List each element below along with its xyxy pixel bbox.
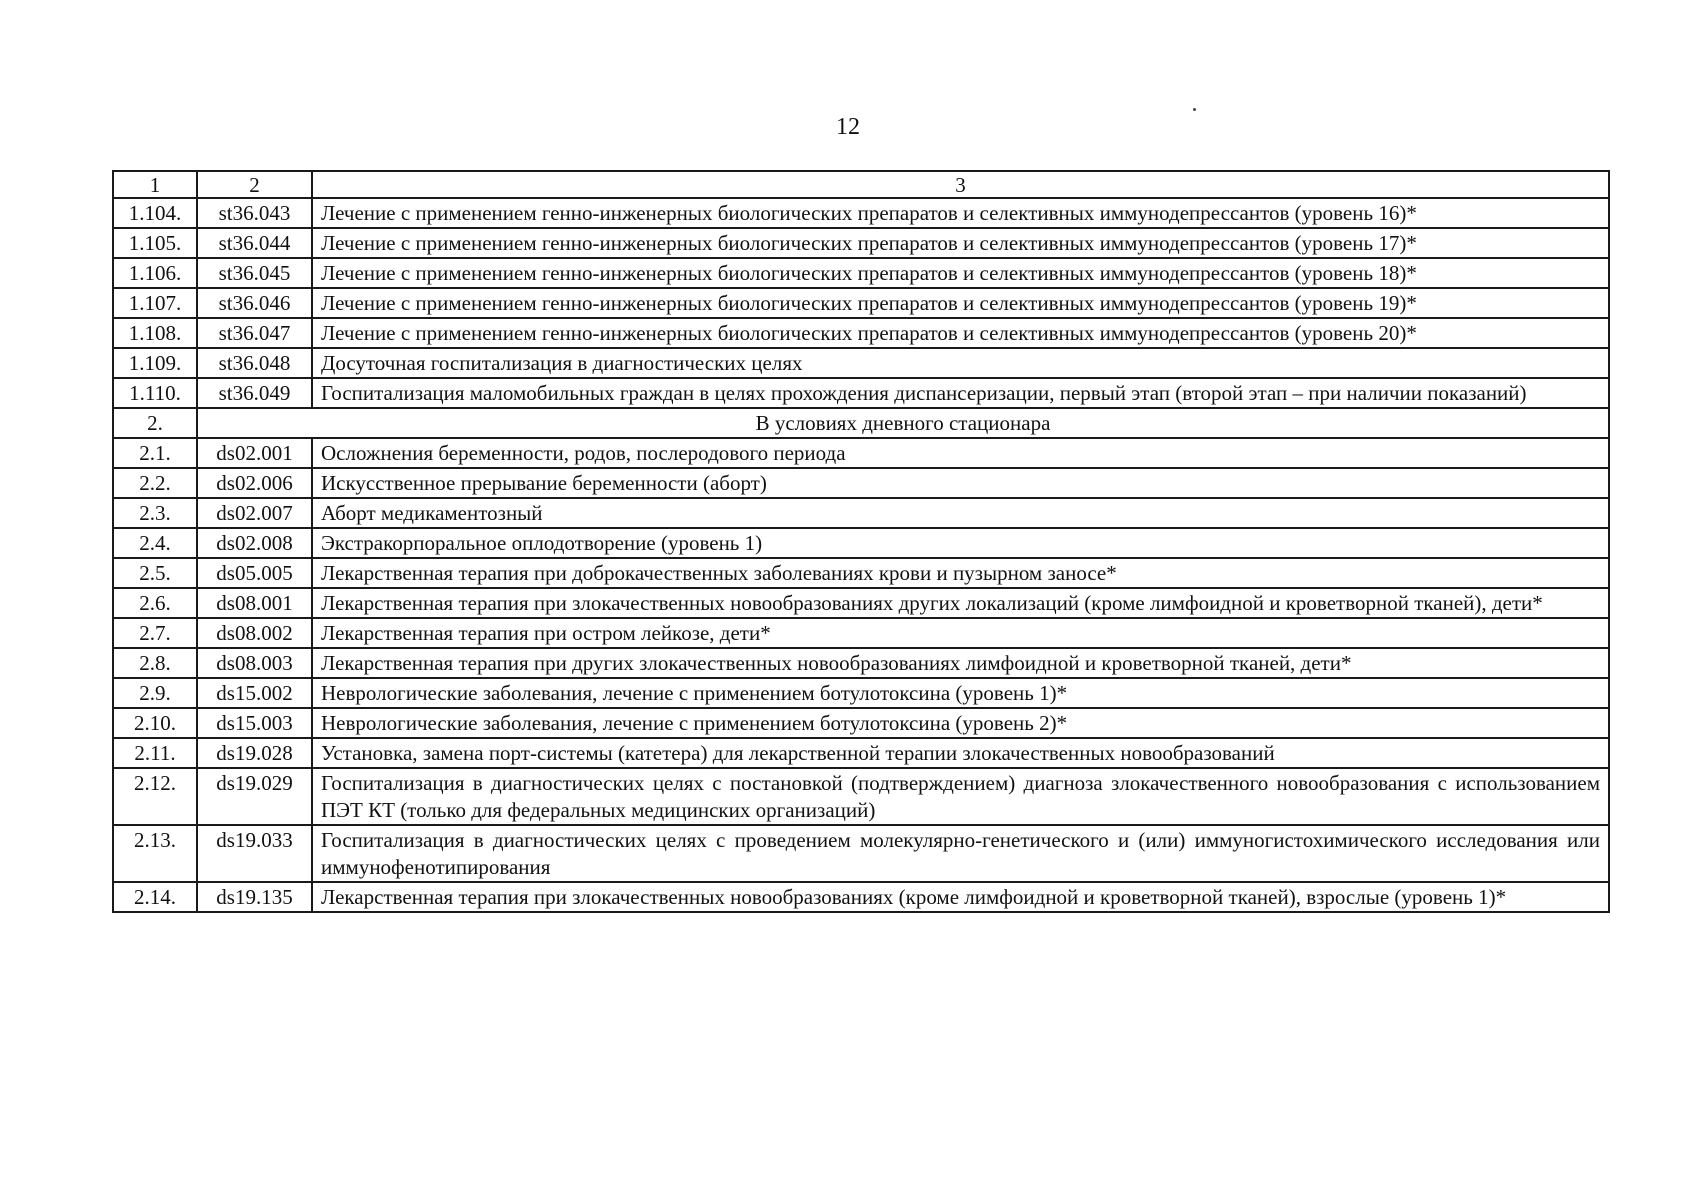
table-row [113,318,1609,348]
row-description: Неврологические заболевания, лечение с применением ботулотоксина (уровень 2)* [312,708,1609,738]
row-description: Лечение с применением генно-инженерных биологических препаратов и селективных иммунодепрессантов (уровень 19)* [312,288,1609,318]
table-row [113,738,1609,768]
row-description: Лечение с применением генно-инженерных биологических препаратов и селективных иммунодепрессантов (уровень 16)* [312,198,1609,228]
row-number: 2.3. [113,498,197,528]
header-cell-3: 3 [312,171,1609,198]
row-number: 1.110. [113,378,197,408]
row-number: 1.105. [113,228,197,258]
table-row [113,438,1609,468]
row-code: ds02.001 [197,438,312,468]
table-row [113,825,1609,882]
row-description: Госпитализация в диагностических целях с постановкой (подтверждением) диагноза злокачественного новообразования с использованием ПЭТ КТ (только для федеральных медицинских организаций) [312,768,1609,825]
section-row [113,408,1609,438]
table-row [113,528,1609,558]
table-row [113,378,1609,408]
row-description: Экстракорпоральное оплодотворение (уровень 1) [312,528,1609,558]
row-description: Лекарственная терапия при остром лейкозе, дети* [312,618,1609,648]
row-code: ds15.003 [197,708,312,738]
row-description: Госпитализация маломобильных граждан в целях прохождения диспансеризации, первый этап (второй этап – при наличии показаний) [312,378,1609,408]
table-row [113,348,1609,378]
row-code: ds19.029 [197,768,312,825]
row-description: Лекарственная терапия при доброкачественных заболеваниях крови и пузырном заносе* [312,558,1609,588]
table-row [113,468,1609,498]
row-description: Госпитализация в диагностических целях с проведением молекулярно-генетического и (или) иммуногистохимического исследования или иммунофенотипирования [312,825,1609,882]
row-description: Установка, замена порт-системы (катетера) для лекарственной терапии злокачественных новообразований [312,738,1609,768]
table-row [113,768,1609,825]
row-description: Искусственное прерывание беременности (аборт) [312,468,1609,498]
table-row [113,258,1609,288]
row-number: 2.4. [113,528,197,558]
row-code: ds02.006 [197,468,312,498]
row-number: 2.1. [113,438,197,468]
table-row [113,648,1609,678]
row-code: st36.045 [197,258,312,288]
row-code: st36.043 [197,198,312,228]
row-number: 2.9. [113,678,197,708]
page-number: 12 [836,114,860,140]
table-row [113,558,1609,588]
row-code: ds08.002 [197,618,312,648]
row-code: st36.046 [197,288,312,318]
table-row [113,678,1609,708]
table-row [113,198,1609,228]
row-number: 2.12. [113,768,197,825]
row-description: Осложнения беременности, родов, послеродового периода [312,438,1609,468]
row-number: 1.108. [113,318,197,348]
row-code: ds19.033 [197,825,312,882]
row-code: ds05.005 [197,558,312,588]
row-code: st36.044 [197,228,312,258]
row-code: ds08.003 [197,648,312,678]
header-cell-2: 2 [197,171,312,198]
header-cell-1: 1 [113,171,197,198]
table-row [113,288,1609,318]
table-row [113,882,1609,912]
row-number: 1.107. [113,288,197,318]
row-description: Лечение с применением генно-инженерных биологических препаратов и селективных иммунодепрессантов (уровень 18)* [312,258,1609,288]
section-number: 2. [113,408,197,438]
row-description: Лечение с применением генно-инженерных биологических препаратов и селективных иммунодепрессантов (уровень 17)* [312,228,1609,258]
row-number: 2.5. [113,558,197,588]
row-code: ds15.002 [197,678,312,708]
row-description: Лекарственная терапия при злокачественных новообразованиях (кроме лимфоидной и кроветворной тканей), взрослые (уровень 1)* [312,882,1609,912]
row-number: 1.109. [113,348,197,378]
row-code: ds19.028 [197,738,312,768]
row-description: Лекарственная терапия при других злокачественных новообразованиях лимфоидной и кроветворной тканей, дети* [312,648,1609,678]
table-body [113,171,1609,912]
row-number: 2.14. [113,882,197,912]
row-number: 2.11. [113,738,197,768]
row-number: 2.7. [113,618,197,648]
row-number: 2.6. [113,588,197,618]
table-row [113,228,1609,258]
table-row [113,618,1609,648]
row-code: ds02.007 [197,498,312,528]
tariff-table [112,170,1610,913]
row-number: 2.8. [113,648,197,678]
row-description: Лекарственная терапия при злокачественных новообразованиях других локализаций (кроме лимфоидной и кроветворной тканей), дети* [312,588,1609,618]
header-row [113,171,1609,198]
table-row [113,708,1609,738]
row-description: Аборт медикаментозный [312,498,1609,528]
row-code: ds02.008 [197,528,312,558]
row-description: Лечение с применением генно-инженерных биологических препаратов и селективных иммунодепрессантов (уровень 20)* [312,318,1609,348]
row-code: ds19.135 [197,882,312,912]
scan-dot [1193,108,1196,111]
row-number: 1.106. [113,258,197,288]
row-code: st36.047 [197,318,312,348]
row-number: 2.10. [113,708,197,738]
row-code: ds08.001 [197,588,312,618]
row-description: Досуточная госпитализация в диагностических целях [312,348,1609,378]
row-number: 1.104. [113,198,197,228]
row-number: 2.13. [113,825,197,882]
table-row [113,588,1609,618]
row-code: st36.048 [197,348,312,378]
row-code: st36.049 [197,378,312,408]
table-row [113,498,1609,528]
row-number: 2.2. [113,468,197,498]
section-title: В условиях дневного стационара [197,408,1609,438]
row-description: Неврологические заболевания, лечение с применением ботулотоксина (уровень 1)* [312,678,1609,708]
